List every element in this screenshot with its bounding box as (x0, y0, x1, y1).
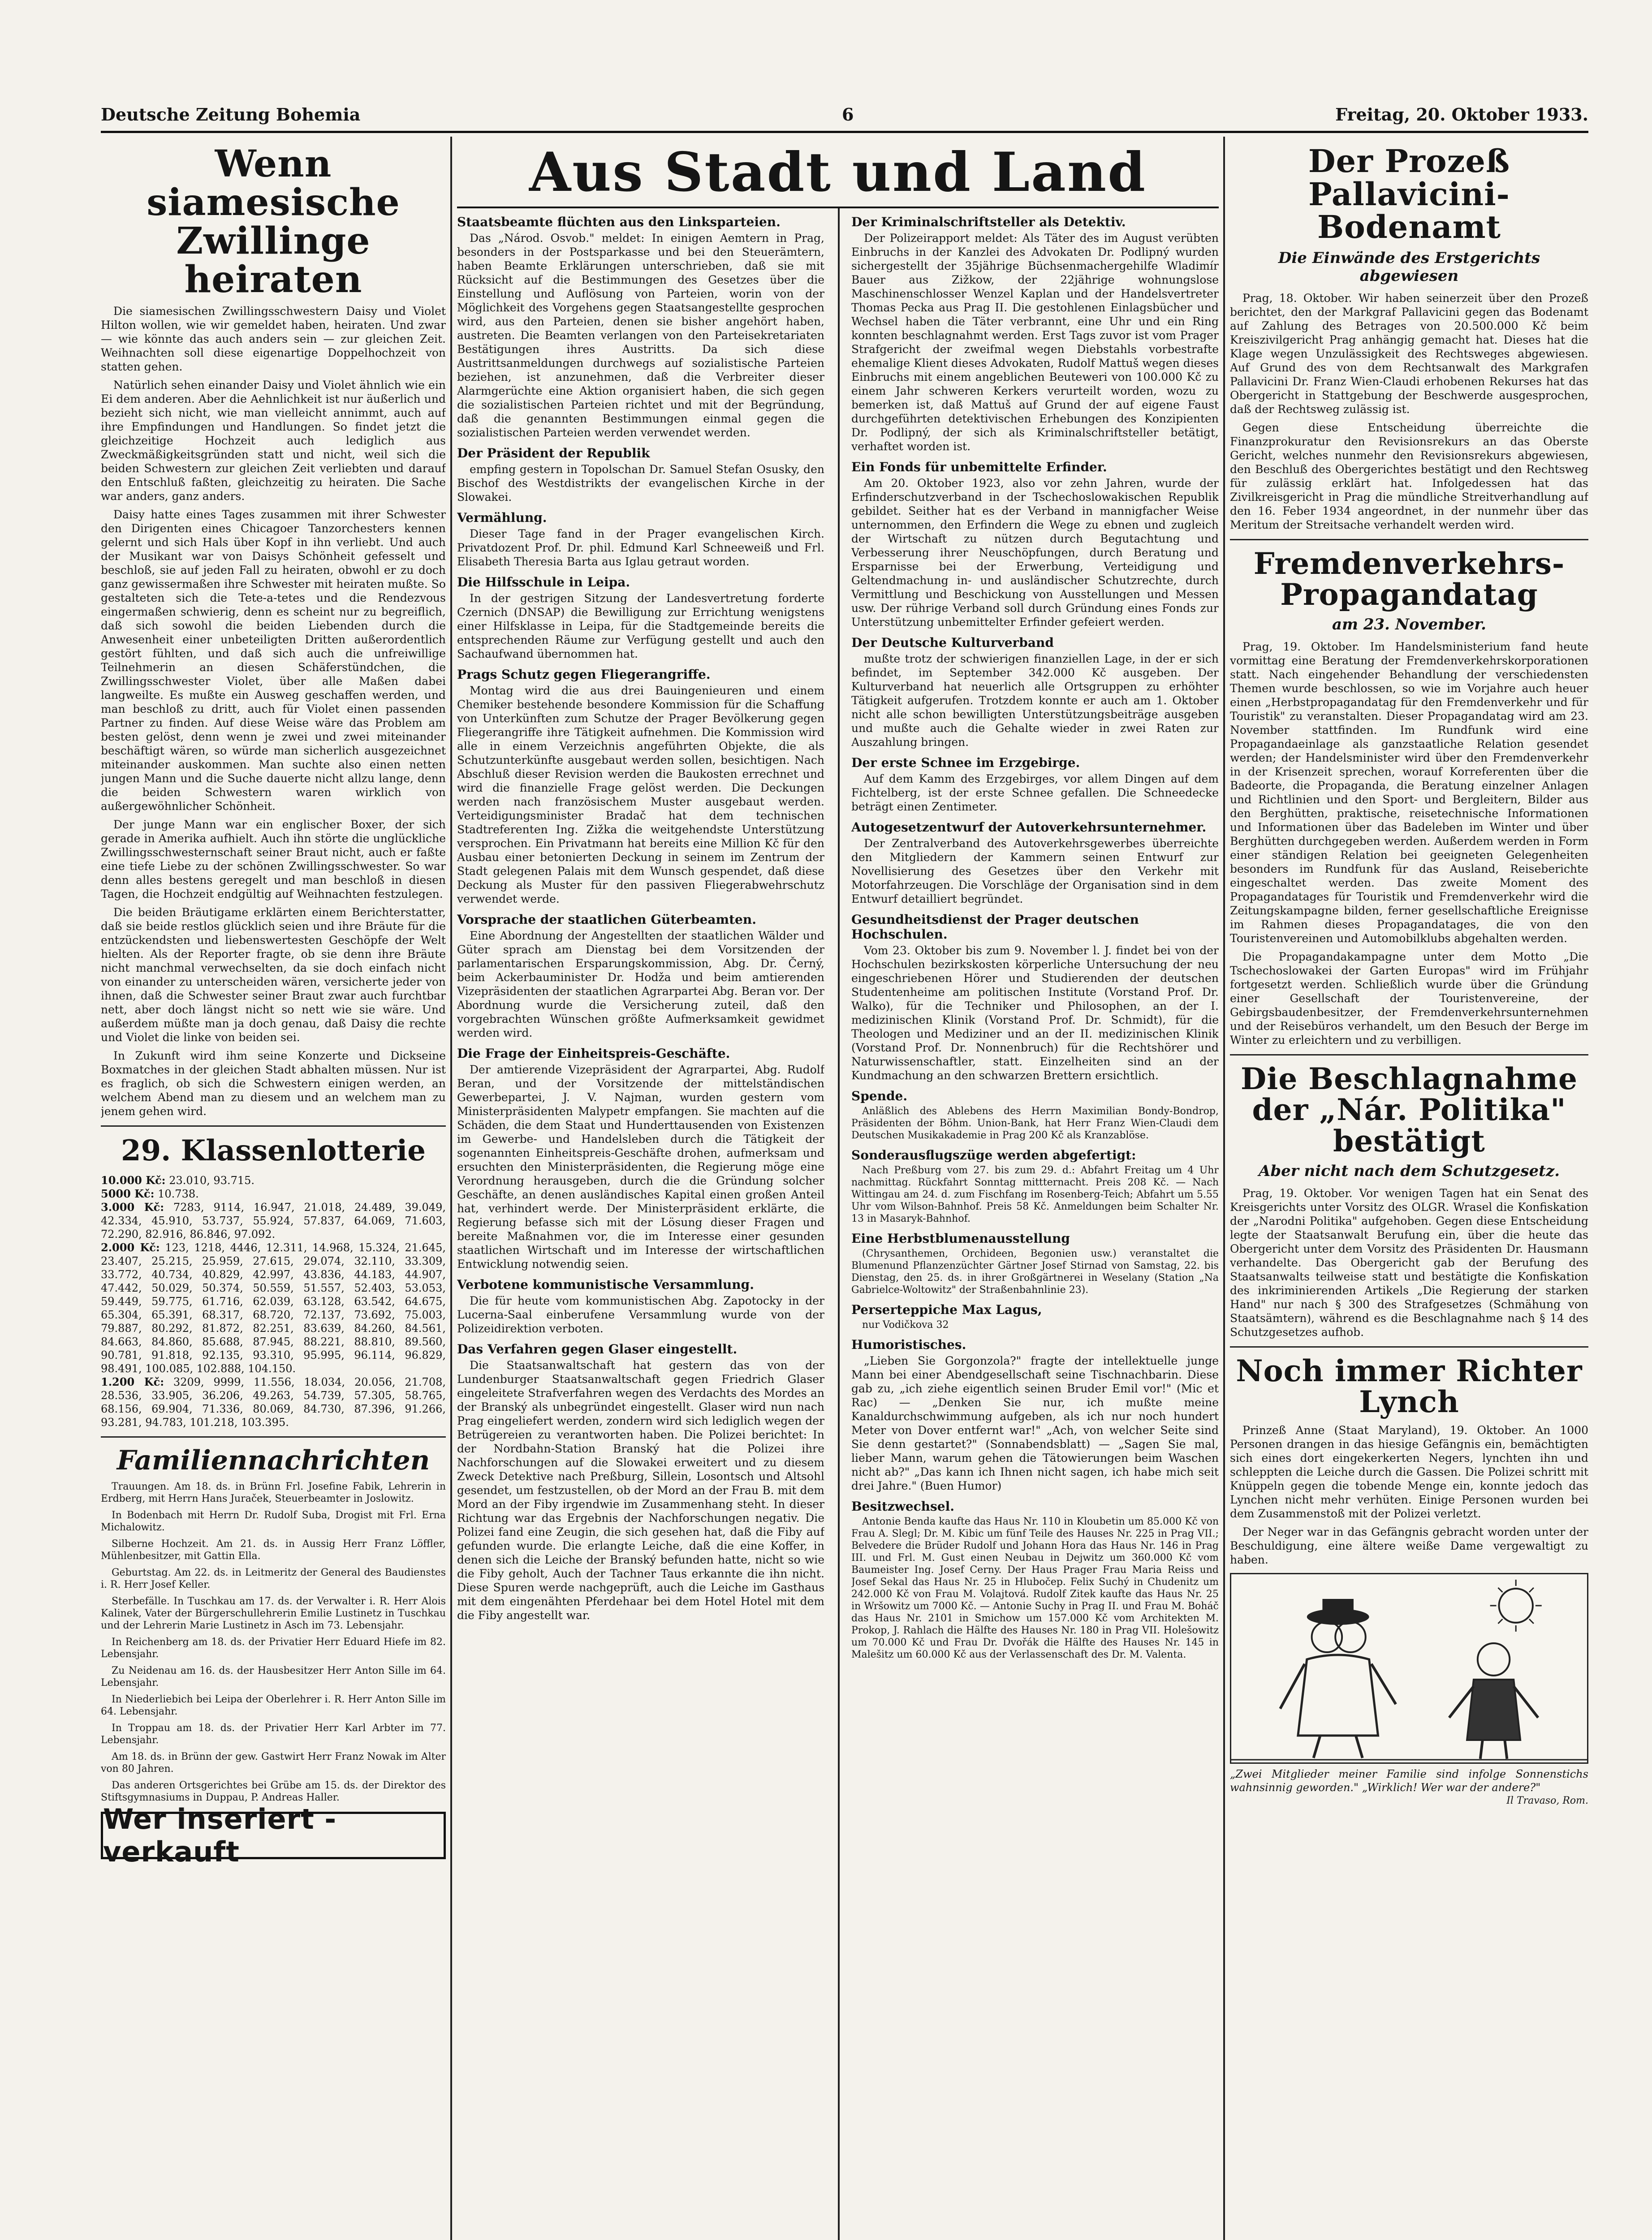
news-item-title: Prags Schutz gegen Fliegerangriffe. (457, 667, 711, 682)
news-item-text: Montag wird die aus drei Bauingenieuren und einem Chemiker bestehende besondere Kommission für die Schaffung von Unterkünften zum Schutze der Prager Bevölkerung gegen Fliegerangriffe ihre Tätigkeit aufnehmen. Die Kommission wird alle in einem Verzeichnis angeführten Objekte, die als Schutzunterkünfte ausgebaut werden sollen, besichtigen. Nach Abschluß dieser Revision werden die Baukosten errechnet und wird die finanzielle Frage gelöst werden. Die Deckungen werden nach französischem Muster ausgebaut werden. Verteidigungsminister Bradač hat dem technischen Stadtreferenten Ing. Zižka die weitgehendste Unterstützung versprochen. Ein Privatmann hat bereits eine Million Kč für den Ausbau einer betonierten Deckung in seinem im Zentrum der Stadt gelegenen Palais mit dem Wunsch gespendet, daß diese Deckung als Muster für den passiven Fliegerabwehrschutz verwendet werde. (457, 684, 824, 905)
article-paragraph: Der Neger war in das Gefängnis gebracht worden unter der Beschuldigung, eine ältere weiße Dame vergewaltigt zu haben. (1230, 1525, 1588, 1566)
news-item-text: Die Staatsanwaltschaft hat gestern das von der Lundenburger Staatsanwaltschaft gegen Friedrich Glaser eingeleitete Strafverfahren wegen des Verdachts des Mordes an der Branský als unbegründet eingestellt. Glaser wird nun nach Prag eingeliefert werden, zondern wird sich lediglich wegen der Betrügereien zu verantworten haben. Die Polizei berichtet: In der Nordbahn-Station Branský hat die Polizei ihre Nachforschungen auf die Slowakei erweitert und zu diesem Zweck Detektive nach Preßburg, Sillein, Losontsch und Altsohl gesendet, um festzustellen, ob der Mord an der Frau B. mit dem Mord an der Fiby irgendwie im Zusammenhang steht. In dieser Richtung war das Ergebnis der Nachforschungen negativ. Die Polizei fand eine Zeugin, die sich gesehen hat, daß die Fiby auf gefunden wurde. Die erlangte Leiche, daß die eine Koffer, in denen sich die Leiche der Branský befunden hatte, nicht so wie die Fiby geholt, Auch der Tachner Taus erkannte die ihn nicht. Diese Spuren werde nachgeprüft, auch die Leiche im Gasthaus mit dem eingenähten Pferdehaar bei dem Hotel Hotel mit dem die Fiby angestellt war. (457, 1359, 824, 1622)
news-item-text: Dieser Tage fand in der Prager evangelischen Kirch. Privatdozent Prof. Dr. phil. Edmund Karl Schneeweiß und Frl. Elisabeth Theresia Barta aus Iglau getraut worden. (457, 527, 824, 568)
news-item-text: Der Polizeirapport meldet: Als Täter des im August verübten Einbruchs in der Kanzlei des Advokaten Dr. Podlipný wurden sichergestellt der 35jährige Büchsenmachergehilfe Wladimír Bauer aus Zižkow, der 22jährige wohnungslose Maschinenschlosser Wenzel Kaplan und der Handelsvertreter Thomas Pecka aus Prag II. Die gestohlenen Einlagsbücher und Wechsel haben die Täter verbrannt, eine Uhr und ein Ring konnten beschlagnahmt werden. Erst Tags zuvor ist vom Prager Strafgericht der zweifmal wegen Diebstahls vorbestrafte ehemalige Klient dieses Advokaten, Rudolf Mattuš wegen dieses Einbruchs mit einem angeblichen Beuteweri von 100.000 Kč zu einem Jahr schweren Kerkers verurteilt worden, wozu zu bemerken ist, daß Mattuš auf Grund der auf eigene Faust durchgeführten detektivischen Erhebungen des Konzipienten Dr. Podlipný, der sich als Kriminalschriftsteller betätigt, verhaftet worden ist. (851, 232, 1219, 453)
advertisement-text: Wer inseriert - verkauft (103, 1803, 337, 1869)
news-item (457, 215, 824, 439)
article-headline: Fremdenverkehrs-Propagandatag (1253, 546, 1565, 612)
middle-masthead (457, 137, 1219, 208)
family-notice: Am 18. ds. in Brünn der gew. Gastwirt Herr Franz Nowak im Alter von 80 Jahren. (101, 1751, 446, 1775)
news-item-text: Antonie Benda kaufte das Haus Nr. 110 in Kloubetin um 85.000 Kč von Frau A. Slegl; Dr. M. Kibic um fünf Teile des Hauses Nr. 225 in Prag VII.; Belvedere die Brüder Rudolf und Johann Hora das Haus Nr. 146 in Prag III. und Frl. M. Gust einen Neubau in Dejwitz um 360.000 Kč vom Baumeister Ing. Josef Cerny. Der Haus Prager Frau Maria Reiss und Josef Sekal das Haus Nr. 25 in Hlubočep. Felix Suchý in Chudenitz um 242.000 Kč von Frau M. Volajtová. Rudolf Zitek kaufte das Haus Nr. 25 in Wršowitz um 7000 Kč. — Antonie Suchy in Prag II. und Frau M. Boháč das Haus Nr. 2101 in Smichow um 157.000 Kč vom Architekten M. Prokop, J. Rahlach die Hälfte des Hauses Nr. 180 in Prag VII. Holešowitz um 70.000 Kč und Frau Dr. Dvořák die Hälfte des Hauses Nr. 145 in Malešitz um 60.000 Kč aus der Verlassenschaft des Dr. M. Valenta. (851, 1516, 1219, 1660)
news-item (851, 1499, 1219, 1661)
news-item (457, 575, 824, 661)
lottery-prize: 2.000 Kč: (101, 1241, 160, 1254)
news-item-text: Anläßlich des Ablebens des Herrn Maximilian Bondy-Bondrop, Präsidenten der Böhm. Union-Bank, hat Herr Franz Wien-Claudi dem Deutschen Musikakademie in Prag 200 Kč als Kranzablöse. (851, 1106, 1219, 1141)
news-item-title: Die Hilfsschule in Leipa. (457, 575, 630, 590)
news-item-title: Eine Herbstblumenausstellung (851, 1231, 1070, 1246)
section-divider (1230, 1054, 1588, 1055)
column-rule (450, 137, 452, 2240)
section-divider (101, 1436, 446, 1438)
news-item (457, 1277, 824, 1335)
news-item (457, 510, 824, 569)
article-paragraph: Die siamesischen Zwillingsschwestern Daisy und Violet Hilton wollen, wie wir gemeldet haben, heiraten. Und zwar — wie könnte das auch anders sein — zur gleichen Zeit. Weihnachten soll diese eigenartige Doppelhochzeit von statten gehen. (101, 305, 446, 374)
news-item-title: Sonderausflugszüge werden abgefertigt: (851, 1148, 1136, 1163)
lottery-prize: 3.000 Kč: (101, 1201, 164, 1214)
news-item-text: Der amtierende Vizepräsident der Agrarpartei, Abg. Rudolf Beran, und der Vorsitzende der mittelständischen Gewerbepartei, J. V. Najman, wurden gestern vom Ministerpräsidenten Malypetr empfangen. Sie machten auf die Schäden, die dem Staat und Hunderttausenden von Existenzen im Gewerbe- und Handelsleben durch die Tätigkeit der sogenannten Einheitspreis-Geschäfte drohen, aufmerksam und ersuchten den Ministerpräsidenten, die Regierung möge eine Verordnung herausgeben, durch die die Gründung solcher Geschäfte, an denen ausländisches Kapital einen großen Anteil hat, verhindert werde. Der Ministerpräsident erklärte, die Regierung befasse sich mit der Lösung dieser Fragen und bereite Maßnahmen vor, die im Interesse einer gesunden staatlichen Wirtschaft und im Interesse der wirtschaftlichen Entwicklung notwendig seien. (457, 1063, 824, 1271)
news-item (457, 667, 824, 906)
article-headline: Noch immer Richter Lynch (1236, 1353, 1583, 1420)
article-paragraph: In Zukunft wird ihm seine Konzerte und Dickseine Boxmatches in der gleichen Stadt abhalten müssen. Nur ist es fraglich, ob sich die Schwestern einigen werden, an welchem Abend man zu diesem und an welchem man zu jenem gehen wird. (101, 1049, 446, 1118)
family-notice: In Reichenberg am 18. ds. der Privatier Herr Eduard Hiefe im 82. Lebensjahr. (101, 1637, 446, 1660)
page-number: 6 (842, 104, 854, 125)
news-item-text: Die für heute vom kommunistischen Abg. Zapotocky in der Lucerna-Saal einberufene Versammlung wurde von der Polizeidirektion verboten. (457, 1294, 824, 1335)
news-item (457, 912, 824, 1040)
news-item-text: mußte trotz der schwierigen finanziellen Lage, in der er sich befindet, im September 342.000 Kč ausgeben. Der Kulturverband hat neuerlich alle Ortsgruppen zu erhöhter Tätigkeit aufgerufen. Trotzdem konnte er auch am 1. Oktober nicht alle schon bewilligten Unterstützungsbeiträge ausgeben und mußte auch die Gehalte wieder in zwei Raten zur Auszahlung bringen. (851, 652, 1219, 749)
family-notice: In Troppau am 18. ds. der Privatier Herr Karl Arbter im 77. Lebensjahr. (101, 1723, 446, 1746)
lottery-prize: 5000 Kč: (101, 1187, 155, 1201)
news-item-text: empfing gestern in Topolschan Dr. Samuel Stefan Osusky, den Bischof des Westdistrikts der evangelischen Kirche in der Slowakei. (457, 463, 824, 504)
news-item-text: Auf dem Kamm des Erzgebirges, vor allem Dingen auf dem Fichtelberg, ist der erste Schnee gefallen. Die Schneedecke beträgt einen Zentimeter. (851, 772, 1219, 813)
news-item-title: Autogesetzentwurf der Autoverkehrsunternehmer. (851, 820, 1207, 835)
left-column (101, 137, 446, 2240)
article-paragraph: Gegen diese Entscheidung überreichte die Finanzprokuratur den Revisionsrekurs an das Oberste Gericht, welches nunmehr den Revisionsrekurs abgewiesen, den Beschluß des Obergerichtes bestätigt und den Rechtsweg für zulässig erklärt hat. Infolgedessen hat das Zivilkreisgericht in Prag die mündliche Streitverhandlung auf den 16. Feber 1934 angeordnet, in der nunmehr über das Meritum der Streitsache verhandelt werden wird. (1230, 421, 1588, 531)
header-rule (101, 131, 1588, 133)
news-item-text: „Lieben Sie Gorgonzola?" fragte der intellektuelle junge Mann bei einer Abendgesellschaft seine Tischnachbarin. Diese gab zu, „ich ziehe eigentlich seinen Bruder Emil vor!" (Mic et Rac) — „Denken Sie nur, ich mußte meine Kanaldurchschwimmung aufgeben, als ich nur noch hundert Meter von Dover entfernt war!" „Ach, von welcher Seite sind Sie denn gestartet?" (Sonnabendsblatt) — „Sagen Sie mal, lieber Mann, warum gehen die Tätowierungen beim Waschen nicht ab?" „Das kann ich Ihnen nicht sagen, ich habe mich seit drei Jahre." (Buen Humor) (851, 1354, 1219, 1492)
news-item-title: Verbotene kommunistische Versammlung. (457, 1277, 754, 1292)
article-paragraph: Natürlich sehen einander Daisy und Violet ähnlich wie ein Ei dem anderen. Aber die Aehnlichkeit ist nur äußerlich und bezieht sich nicht, wie man vielleicht annimmt, auch auf ihre Empfindungen und Handlungen. So findet jetzt die gleichzeitige Hochzeit auch lediglich aus Zweckmäßigkeitsgründen statt und nicht, weil sich die beiden Schwestern zur gleichen Zeit verliebten und darauf den Entschluß faßten, gleichzeitig zu heiraten. Die Sache war anders, ganz anders. (101, 379, 446, 503)
lottery-prize: 1.200 Kč: (101, 1375, 164, 1389)
cartoon-caption: „Zwei Mitglieder meiner Familie sind infolge Sonnenstichs wahnsinnig geworden." „Wirklich! Wer war der andere?" (1230, 1767, 1588, 1794)
news-item-text: Nach Preßburg vom 27. bis zum 29. d.: Abfahrt Freitag um 4 Uhr nachmittag. Rückfahrt Sonntag mittternacht. Preis 208 Kč. — Nach Wittingau am 24. d. zum Fischfang im Rosenberg-Teich; Abfahrt um 5.55 Uhr vom Wilson-Bahnhof. Preis 58 Kč. Anmeldungen beim Schalter Nr. 13 in Masaryk-Bahnhof. (851, 1165, 1219, 1224)
news-item (851, 755, 1219, 814)
news-item (457, 446, 824, 504)
news-item (851, 1337, 1219, 1493)
family-notice: Das anderen Ortsgerichtes bei Grübe am 15. ds. der Direktor des Stiftsgymnasiums in Duppau, P. Andreas Haller. (101, 1780, 446, 1804)
lottery-line (101, 1375, 446, 1429)
advertisement-box (101, 1803, 446, 1869)
family-news-title: Familiennachrichten (116, 1445, 430, 1477)
lottery-numbers: 3209, 9999, 11.556, 18.034, 20.056, 21.708, 28.536, 33.905, 36.206, 49.263, 54.739, 57.305, 58.765, 68.156, 69.904, 71.336, 80.069, 84.730, 87.396, 91.266, 93.281, 94.783, 101.218, 103.395. (101, 1376, 446, 1429)
article-headline: Die Beschlagnahme der „Nár. Politika" bestätigt (1241, 1061, 1578, 1159)
article-subhead: Die Einwände des Erstgerichts abgewiesen (1278, 249, 1540, 285)
article-paragraph: Die beiden Bräutigame erklärten einem Berichterstatter, daß sie beide restlos glücklich seien und ihre Bräute für die entzückendsten und liebenswertesten Geschöpfe der Welt hielten. Als der Reporter fragte, ob sie denn ihre Bräute nicht manchmal verwechselten, da sie doch einfach nicht von einander zu unterscheiden wären, versicherte jeder von ihnen, daß die Schwester seiner Braut zwar auch furchtbar nett, aber doch längst nicht so nett wie sie wäre. Und außerdem müßte man ja doch genau, daß Daisy die rechte und Violet die linke von beiden sei. (101, 906, 446, 1044)
section-divider (101, 1125, 446, 1127)
news-item-text: Eine Abordnung der Angestellten der staatlichen Wälder und Güter sprach am Dienstag bei dem Vorsitzenden der parlamentarischen Ersparungskommission, Abg. Dr. Černý, beim Ackerbauminister Dr. Hodža und beim amtierenden Vizepräsidenten der staatlichen Agrarpartei Abg. Beran vor. Der Abordnung wurde die Versicherung zuteil, daß den vorgebrachten Wünschen größte Aufmerksamkeit gewidmet werden wird. (457, 929, 824, 1039)
news-item-text: Der Zentralverband des Autoverkehrsgewerbes überreichte den Mitgliedern der Kammern seinen Entwurf zur Novellisierung des Gesetzes über den Verkehr mit Motorfahrzeugen. Die Vorschläge der Organisation sind in dem Entwurf detailliert begründet. (851, 837, 1219, 905)
column-rule (1223, 137, 1225, 2240)
middle-column-b (851, 208, 1219, 2240)
lottery-numbers: 7283, 9114, 16.947, 21.018, 24.489, 39.049, 42.334, 45.910, 53.737, 55.924, 57.837, 64.069, 71.603, 72.290, 82.916, 86.846, 97.092. (101, 1201, 446, 1241)
news-item (851, 1089, 1219, 1142)
article-paragraph: Der junge Mann war ein englischer Boxer, der sich gerade in Amerika aufhielt. Auch ihn störte die unglückliche Zwillingsschwesternschaft seiner Braut nicht, auch er faßte eine tiefe Liebe zu der schönen Zwillingsschwester. So war denn alles bestens geregelt und man beschloß in diesen Tagen, die Hochzeit endgültig auf Weihnachten festzulegen. (101, 818, 446, 901)
family-notice: Geburtstag. Am 22. ds. in Leitmeritz der General des Baudienstes i. R. Herr Josef Keller. (101, 1567, 446, 1591)
news-item-text: (Chrysanthemen, Orchideen, Begonien usw.) veranstaltet die Blumenund Pflanzenzüchter Gärtner Josef Stirnad von Samstag, 22. bis Dienstag, den 25. ds. in ihrer Großgärtnerei in Weselany (Station „Na Gabrielce-Woltowitz" der Straßenbahnlinie 23). (851, 1248, 1219, 1296)
news-item (851, 1302, 1219, 1331)
right-column (1230, 137, 1588, 2240)
article-paragraph: Prag, 19. Oktober. Im Handelsministerium fand heute vormittag eine Beratung der Fremdenverkehrskorporationen statt. Nach eingehender Behandlung der verschiedensten Themen wurde beschlossen, so wie im Vorjahre auch heuer einen „Herbstpropagandatag für den Fremdenverkehr und für Touristik" zu veranstalten. Dieser Propagandatag wird am 23. November stattfinden. Im Rundfunk wird eine Propagandaeinlage als ganzstaatliche Relation gesendet werden; der Handelsminister wird über den Fremdenverkehr in der Krisenzeit sprechen, worauf Korreferenten über die Badeorte, die Propaganda, die Beratung einzelner Anlagen und Richtlinien und den Sport- und Bergleitern, Bilder aus den Berghütten, praktische, reisetechnische Informationen und Informationen über das Badeleben im Winter und über Berghütten durchgegeben werden. Außerdem werden in Form einer ständigen Relation bei geeigneten Gelegenheiten besonders im Rundfunk für das Ausland, Reiseberichte eingeschaltet werden. Das zweite Moment des Propagandatages für Touristik und Fremdenverkehr wird die Zeitungskampagne bilden, ferner gesellschaftliche Ereignisse im Rahmen dieses Propagandatages, die von den Touristenvereinen und Automobilklubs abgehalten werden. (1230, 640, 1588, 945)
article-paragraph: Prinzeß Anne (Staat Maryland), 19. Oktober. An 1000 Personen drangen in das hiesige Gefängnis ein, bemächtigten sich eines dort eingekerkerten Negers, lynchten ihn und schleppten die Leiche durch die Gassen. Die Polizei schritt mit Knüppeln gegen die tobende Menge ein, konnte jedoch das Lynchen nicht mehr verhüten. Einige Personen wurden bei dem Zusammenstoß mit der Polizei verletzt. (1230, 1423, 1588, 1520)
issue-date: Freitag, 20. Oktober 1933. (1335, 104, 1588, 125)
lottery-line (101, 1201, 446, 1241)
cartoon-illustration (1230, 1573, 1588, 1764)
news-item-text: nur Vodičkova 32 (862, 1319, 949, 1331)
family-notice: Zu Neidenau am 16. ds. der Hausbesitzer Herr Anton Sille im 64. Lebensjahr. (101, 1665, 446, 1689)
lottery-numbers: 123, 1218, 4446, 12.311, 14.968, 15.324, 21.645, 23.407, 25.215, 25.959, 27.615, 29.074, 32.110, 33.309, 33.772, 40.734, 40.829, 42.997, 43.836, 44.183, 44.907, 47.442, 50.029, 50.374, 50.559, 51.557, 52.403, 53.053, 59.449, 59.775, 61.716, 62.039, 63.128, 63.542, 64.675, 65.304, 65.391, 68.317, 68.720, 72.137, 73.692, 75.003, 79.887, 80.292, 81.872, 82.251, 83.639, 84.260, 84.561, 84.663, 84.860, 85.688, 87.945, 88.221, 88.810, 89.560, 90.781, 91.818, 92.135, 93.310, 95.995, 96.114, 96.829, 98.491, 100.085, 102.888, 104.150. (101, 1241, 446, 1375)
lottery-line (101, 1187, 446, 1201)
lottery-line (101, 1174, 446, 1187)
cartoon-drawing (1231, 1574, 1587, 1762)
news-item-title: Humoristisches. (851, 1337, 966, 1352)
news-item (851, 635, 1219, 749)
paper-name: Deutsche Zeitung Bohemia (101, 104, 361, 125)
news-item-text: In der gestrigen Sitzung der Landesvertretung forderte Czernich (DNSAP) die Bewilligung zur Errichtung wenigstens einer Hilfsklasse in Leipa, für die Stadtgemeinde bereits die entsprechenden Räume zur Verfügung gestellt und auch den Sachaufwand übernommen hat. (457, 592, 824, 660)
lottery-title: 29. Klassenlotterie (121, 1134, 426, 1168)
news-item-title: Spende. (851, 1089, 908, 1103)
article-subhead: am 23. November. (1332, 616, 1486, 634)
middle-column-a (457, 208, 824, 2240)
news-item-title: Der Deutsche Kulturverband (851, 635, 1054, 650)
family-notice: In Niederliebich bei Leipa der Oberlehrer i. R. Herr Anton Sille im 64. Lebensjahr. (101, 1694, 446, 1718)
news-item-title: Gesundheitsdienst der Prager deutschen Hochschulen. (851, 912, 1139, 942)
news-item (851, 460, 1219, 629)
article-headline: Wenn siamesische Zwillinge heiraten (147, 142, 400, 302)
news-item-text: Das „Národ. Osvob." meldet: In einigen Aemtern in Prag, besonders in der Postsparkasse und bei den Steuerämtern, haben Beamte Erklärungen unterschrieben, daß sie mit Rücksicht auf die Bestimmungen des Gesetzes über die Einstellung und Auflösung von Parteien, worin von der Möglichkeit des Vorgehens gegen Staatsangestellte gesprochen wird, aus den Parteien, denen sie bisher angehört haben, austreten. Die Beamten verlangen von den Parteisekretariaten Bestätigungen ihres Austritts. Da sich diese Austrittsanmeldungen durchwegs auf sozialistische Parteien beziehen, ist anzunehmen, daß die Verbreiter dieser Alarmgerüchte eine Aktion organisiert haben, die sich gegen die sozialistischen Parteien richtet und mit der Begründung, daß die genannten Bestimmungen einmal gegen die sozialistischen Parteien werden verwendet werden. (457, 232, 824, 439)
running-head (101, 101, 1588, 128)
lottery-numbers: 23.010, 93.715. (169, 1174, 255, 1187)
news-item-title: Besitzwechsel. (851, 1499, 955, 1514)
news-item (851, 1148, 1219, 1225)
news-item-title: Der Präsident der Republik (457, 446, 650, 461)
article-paragraph: Die Propagandakampagne unter dem Motto „Die Tschechoslowakei der Garten Europas" wird im Frühjahr fortgesetzt werden. Schließlich wurde über die Gründung einer Gesellschaft der Touristenvereine, der Gebirgsbaudenbesitzer, der Fremdenverkehrsunternehmen und der Reisebüros verhandelt, um den Besuch der Berge im Winter zu erleichtern und zu verbilligen. (1230, 950, 1588, 1047)
cartoon-credit: Il Travaso, Rom. (1506, 1795, 1588, 1806)
news-item-title: Der erste Schnee im Erzgebirge. (851, 755, 1080, 770)
article-paragraph: Prag, 18. Oktober. Wir haben seinerzeit über den Prozeß berichtet, den der Markgraf Pallavicini gegen das Bodenamt auf Zahlung des Betrages von 20.500.000 Kč beim Kreiszivilgericht Prag anhängig gemacht hat. Dieses hat die Klage wegen Unzulässigkeit des Rechtsweges abgewiesen. Auf Grund des von dem Rechtsanwalt des Markgrafen Pallavicini Dr. Franz Wien-Claudi erhobenen Rekurses hat das Obergericht in Stattgebung der Beschwerde ausgesprochen, daß der Rechtsweg zulässig ist. (1230, 291, 1588, 416)
news-item-title: Staatsbeamte flüchten aus den Linksparteien. (457, 215, 781, 229)
news-item (457, 1342, 824, 1622)
lottery-line (101, 1241, 446, 1375)
article-paragraph: Daisy hatte eines Tages zusammen mit ihrer Schwester den Dirigenten eines Chicagoer Tanzorchesters kennen gelernt und sich Hals über Kopf in ihn verliebt. Und auch der Musikant war von Daisys Schönheit gefesselt und beschloß, sie auf jeden Fall zu heiraten, obwohl er zu doch ganz gewissermaßen ihre Schwester mit heiraten mußte. So gestalteten sich die Tete-a-tetes und die Rendezvous eingermaßen schwierig, denn es scheint nur zu begreiflich, daß sich sowohl die beiden Liebenden durch die Anwesenheit einer unbeteiligten Dritten außerordentlich gestört fühlten, und daß sich auch die unfreiwillige Teilnehmerin an diesen Schäferstündchen, die Zwillingsschwester Violet, über alle Maßen dabei langweilte. Es mußte ein Ausweg geschaffen werden, und man beschloß zu dritt, auch für Violet einen passenden Partner zu finden. Auf diese Weise wäre das Problem am besten gelöst, denn wenn je zwei und zwei miteinander beschäftigt wären, so würde man sicherlich ausgezeichnet miteinander auskommen. Man suchte also einen netten jungen Mann und die Suche dauerte nicht allzu lange, denn die beiden Schwestern waren wirklich von außergewöhnlicher Schönheit. (101, 508, 446, 813)
news-item-title: Die Frage der Einheitspreis-Geschäfte. (457, 1046, 730, 1061)
section-divider (1230, 539, 1588, 540)
lottery-numbers: 10.738. (158, 1188, 199, 1201)
family-notice: Silberne Hochzeit. Am 21. ds. in Aussig Herr Franz Löffler, Mühlenbesitzer, mit Gattin Ella. (101, 1538, 446, 1562)
news-item (851, 1231, 1219, 1296)
news-item (457, 1046, 824, 1271)
family-notice: Sterbefälle. In Tuschkau am 17. ds. der Verwalter i. R. Herr Alois Kalinek, Vater der Bürgerschullehrerin Emilie Lustinetz in Tuschkau und der Lehrerin Marie Lustinetz in Asch im 73. Lebensjahr. (101, 1596, 446, 1632)
lottery-prize: 10.000 Kč: (101, 1174, 166, 1187)
column-rule (838, 208, 840, 2240)
section-divider (1230, 1346, 1588, 1348)
news-item (851, 215, 1219, 453)
article-headline: Der Prozeß Pallavicini-Bodenamt (1308, 142, 1510, 246)
family-notice: In Bodenbach mit Herrn Dr. Rudolf Suba, Drogist mit Frl. Erna Michalowitz. (101, 1510, 446, 1534)
news-item-text: Vom 23. Oktober bis zum 9. November l. J. findet bei von der Hochschulen bezirkskosten körperliche Untersuchung der neu eingeschriebenen Hörer und Studierenden der deutschen Studentenheime am politischen Institute (Vorstand Prof. Dr. Walko), für die Techniker und Philosophen, an der I. medizinischen Klinik (Vorstand Prof. Dr. Schmidt), für die Theologen und Mediziner und an der II. medizinischen Klinik (Vorstand Prof. Dr. Nonnenbruch) für die Rechtshörer und Naturwissenschaftler, statt. Einzelheiten sind an der Kundmachung an den schwarzen Brettern ersichtlich. (851, 944, 1219, 1082)
news-item-text: Am 20. Oktober 1923, also vor zehn Jahren, wurde der Erfinderschutzverband in der Tschechoslowakischen Republik gebildet. Seither hat es der Verband in mannigfacher Weise unternommen, den Erfindern die Wege zu ebnen und zugleich der Wirtschaft zu nützen durch Begutachtung und Verbesserung ihrer Neuschöpfungen, durch Beratung und Ersparnisse bei der Erwerbung, Verteidigung und Geltendmachung in- und ausländischer Schutzrechte, durch Vermittlung und Beschickung von Ausstellungen und Messen usw. Der rührige Verband soll durch Gründung eines Fonds zur Unterstützung unbemittelter Erfinder gefeiert werden. (851, 477, 1219, 629)
news-item (851, 912, 1219, 1082)
news-item-title: Perserteppiche Max Lagus, (851, 1302, 1042, 1317)
news-item-title: Vermählung. (457, 510, 547, 525)
news-item-title: Das Verfahren gegen Glaser eingestellt. (457, 1342, 738, 1357)
news-item (851, 820, 1219, 906)
family-notice: Trauungen. Am 18. ds. in Brünn Frl. Josefine Fabik, Lehrerin in Erdberg, mit Herrn Hans Juraček, Steuerbeamter in Joslowitz. (101, 1481, 446, 1505)
news-item-title: Der Kriminalschriftsteller als Detektiv. (851, 215, 1126, 229)
news-item-title: Ein Fonds für unbemittelte Erfinder. (851, 460, 1107, 474)
article-subhead: Aber nicht nach dem Schutzgesetz. (1258, 1162, 1560, 1180)
section-masthead: Aus Stadt und Land (529, 141, 1147, 204)
news-item-title: Vorsprache der staatlichen Güterbeamten. (457, 912, 756, 927)
article-paragraph: Prag, 19. Oktober. Vor wenigen Tagen hat ein Senat des Kreisgerichts unter Vorsitz des OLGR. Wrasel die Konfiskation der „Narodni Politika" aufgehoben. Gegen diese Entscheidung legte der Staatsanwalt Berufung ein, über die heute das Obergericht unter dem Vorsitz des Präsidenten Dr. Hausmann verhandelte. Das Obergericht gab der Berufung des Staatsanwalts teilweise statt und bestätigte die Konfiskation des inkriminierenden Artikels „Die Regierung der starken Hand" nur nach § 300 des Strafgesetzes (Schmähung von Staatsämtern), während es die Beschlagnahme nach § 14 des Schutzgesetzes aufhob. (1230, 1186, 1588, 1339)
